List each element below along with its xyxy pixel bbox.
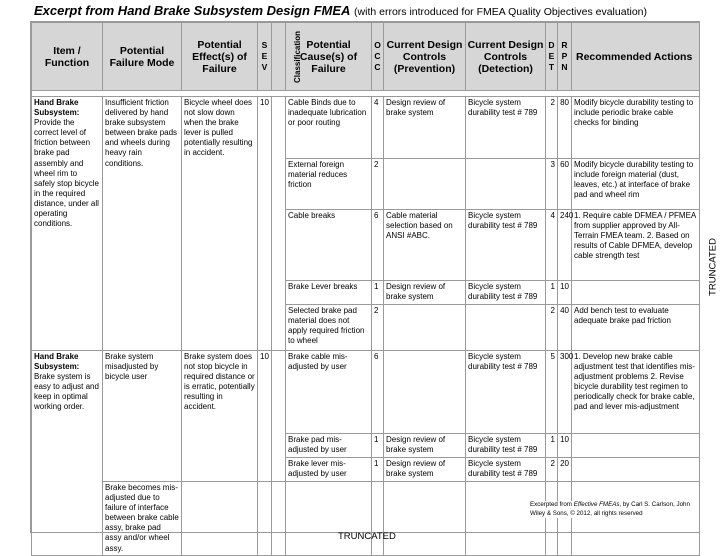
- detection-cell: Bicycle system durability test # 789: [466, 97, 546, 159]
- action-cell: 1. Develop new brake cable adjustment test that identifies mis-adjustment problems 2. Revise bicycle durability test regimen to periodically check for brake cable, pad and lever mis-adjustment: [572, 351, 700, 434]
- header-rpn: R P N: [558, 23, 572, 91]
- prevention-cell: Design review of brake system: [384, 281, 466, 305]
- detection-cell: [466, 305, 546, 351]
- credit-prefix: Excerpted from: [530, 501, 574, 508]
- det-cell: [546, 482, 558, 556]
- det-cell: 2: [546, 97, 558, 159]
- occ-cell: 2: [372, 305, 384, 351]
- credit-suffix: , by Carl S. Carlson, John Wiley & Sons, © 2012, all rights reserved: [530, 501, 690, 517]
- item-function-cell: [32, 97, 103, 351]
- occ-cell: 2: [372, 159, 384, 210]
- header-row: [32, 23, 700, 91]
- cause-cell: Brake pad mis-adjusted by user: [286, 434, 372, 458]
- table-row: [32, 351, 700, 434]
- truncated-right-text: TRUNCATED: [707, 238, 719, 296]
- header-classification: [272, 23, 303, 91]
- rpn-cell: 10: [558, 434, 572, 458]
- det-cell: 4: [546, 210, 558, 281]
- occ-cell: 6: [372, 351, 384, 434]
- occ-cell: 1: [372, 434, 384, 458]
- action-cell: Modify bicycle durability testing to include periodic brake cable checks for binding: [572, 97, 700, 159]
- action-cell: Add bench test to evaluate adequate brake pad friction: [572, 305, 700, 351]
- prevention-cell: Design review of brake system: [384, 97, 466, 159]
- rpn-cell: 20: [558, 458, 572, 482]
- rpn-cell: 80: [558, 97, 572, 159]
- header-classification-label: Classification: [293, 30, 303, 84]
- det-cell: 3: [546, 159, 558, 210]
- prevention-cell: Design review of brake system: [384, 458, 466, 482]
- truncated-label-bottom: TRUNCATED: [338, 531, 396, 542]
- detection-cell: Bicycle system durability test # 789: [466, 210, 546, 281]
- header-item: Item / Function: [32, 23, 103, 91]
- prevention-cell: [384, 305, 466, 351]
- prevention-cell: Design review of brake system: [384, 434, 466, 458]
- cause-cell: Cable Binds due to inadequate lubrication or poor routing: [286, 97, 372, 159]
- header-det: D E T: [546, 23, 558, 91]
- truncated-label-right: [700, 222, 726, 312]
- det-cell: 5: [546, 351, 558, 434]
- occ-cell: 1: [372, 458, 384, 482]
- credit-book-title: Effective FMEAs: [573, 501, 620, 508]
- cause-cell: [286, 482, 372, 556]
- header-causes: Potential Cause(s) of Failure: [286, 23, 372, 91]
- detection-cell: Bicycle system durability test # 789: [466, 458, 546, 482]
- table-row: [32, 97, 700, 159]
- fmea-table: [31, 22, 700, 556]
- rpn-cell: 10: [558, 281, 572, 305]
- sev-cell: 10: [258, 97, 272, 351]
- det-cell: 2: [546, 305, 558, 351]
- effect-cell: Brake system does not stop bicycle in required distance or is erratic, potentially resulting in accident.: [182, 351, 258, 482]
- prevention-cell: [384, 351, 466, 434]
- det-cell: 1: [546, 281, 558, 305]
- cause-cell: External foreign material reduces friction: [286, 159, 372, 210]
- item-function-title: Hand Brake Subsystem:: [34, 98, 80, 118]
- title-subtitle: (with errors introduced for FMEA Quality Objectives evaluation): [354, 6, 647, 18]
- effect-cell: Bicycle wheel does not slow down when the brake lever is pulled potentially resulting in accident.: [182, 97, 258, 351]
- header-occ: O C C: [372, 23, 384, 91]
- title-main: Excerpt from Hand Brake Subsystem Design FMEA: [34, 3, 351, 18]
- det-cell: 2: [546, 458, 558, 482]
- item-function-cell: [32, 351, 103, 556]
- table-row: [32, 482, 700, 556]
- cause-cell: Brake Lever breaks: [286, 281, 372, 305]
- action-cell: [572, 482, 700, 556]
- prevention-cell: [384, 159, 466, 210]
- effect-cell: [182, 482, 258, 556]
- rpn-cell: 60: [558, 159, 572, 210]
- source-credit: [530, 501, 694, 518]
- item-function-text: Provide the correct level of friction between brake pad assembly and wheel rim to safely stop bicycle in the required distance, under all operating conditions.: [34, 118, 99, 229]
- document-title: [34, 3, 647, 18]
- detection-cell: Bicycle system durability test # 789: [466, 281, 546, 305]
- sev-cell: 10: [258, 351, 272, 482]
- occ-cell: 4: [372, 97, 384, 159]
- detection-cell: [466, 159, 546, 210]
- classification-cell: [272, 482, 286, 556]
- det-cell: 1: [546, 434, 558, 458]
- header-detection: Current Design Controls (Detection): [466, 23, 546, 91]
- failure-mode-cell: Brake becomes mis-adjusted due to failure of interface between brake cable assy, brake pad assy and/or wheel assy.: [103, 482, 182, 556]
- item-function-text: Brake system is easy to adjust and keep in optimal working order.: [34, 372, 99, 412]
- classification-cell: [272, 351, 286, 482]
- sev-cell: [258, 482, 272, 556]
- occ-cell: 1: [372, 281, 384, 305]
- rpn-cell: [558, 482, 572, 556]
- cause-cell: Selected brake pad material does not apply required friction to wheel: [286, 305, 372, 351]
- item-function-title: Hand Brake Subsystem:: [34, 352, 80, 372]
- rpn-cell: 40: [558, 305, 572, 351]
- cause-cell: Brake lever mis-adjusted by user: [286, 458, 372, 482]
- action-cell: [572, 434, 700, 458]
- header-sev: S E V: [258, 23, 272, 91]
- header-actions: Recommended Actions: [572, 23, 700, 91]
- prevention-cell: Cable material selection based on ANSI #ABC.: [384, 210, 466, 281]
- detection-cell: [466, 482, 546, 556]
- prevention-cell: [384, 482, 466, 556]
- rpn-cell: 240: [558, 210, 572, 281]
- action-cell: [572, 281, 700, 305]
- occ-cell: [372, 482, 384, 556]
- header-effects: Potential Effect(s) of Failure: [182, 23, 258, 91]
- rpn-cell: 300: [558, 351, 572, 434]
- occ-cell: 6: [372, 210, 384, 281]
- action-cell: [572, 458, 700, 482]
- cause-cell: Brake cable mis-adjusted by user: [286, 351, 372, 434]
- action-cell: Modify bicycle durability testing to include foreign material (dust, leaves, etc.) at interface of brake pad and wheel rim: [572, 159, 700, 210]
- header-prevention: Current Design Controls (Prevention): [384, 23, 466, 91]
- classification-cell: [272, 97, 286, 351]
- detection-cell: Bicycle system durability test # 789: [466, 351, 546, 434]
- failure-mode-cell: Brake system misadjusted by bicycle user: [103, 351, 182, 482]
- header-failure-mode: Potential Failure Mode: [103, 23, 182, 91]
- failure-mode-cell: Insufficient friction delivered by hand brake subsystem between brake pads and wheels during heavy rain conditions.: [103, 97, 182, 351]
- action-cell: 1. Require cable DFMEA / PFMEA from supplier approved by All-Terrain FMEA team. 2. Based on results of Cable DFMEA, develop cable strength test: [572, 210, 700, 281]
- detection-cell: Bicycle system durability test # 789: [466, 434, 546, 458]
- cause-cell: Cable breaks: [286, 210, 372, 281]
